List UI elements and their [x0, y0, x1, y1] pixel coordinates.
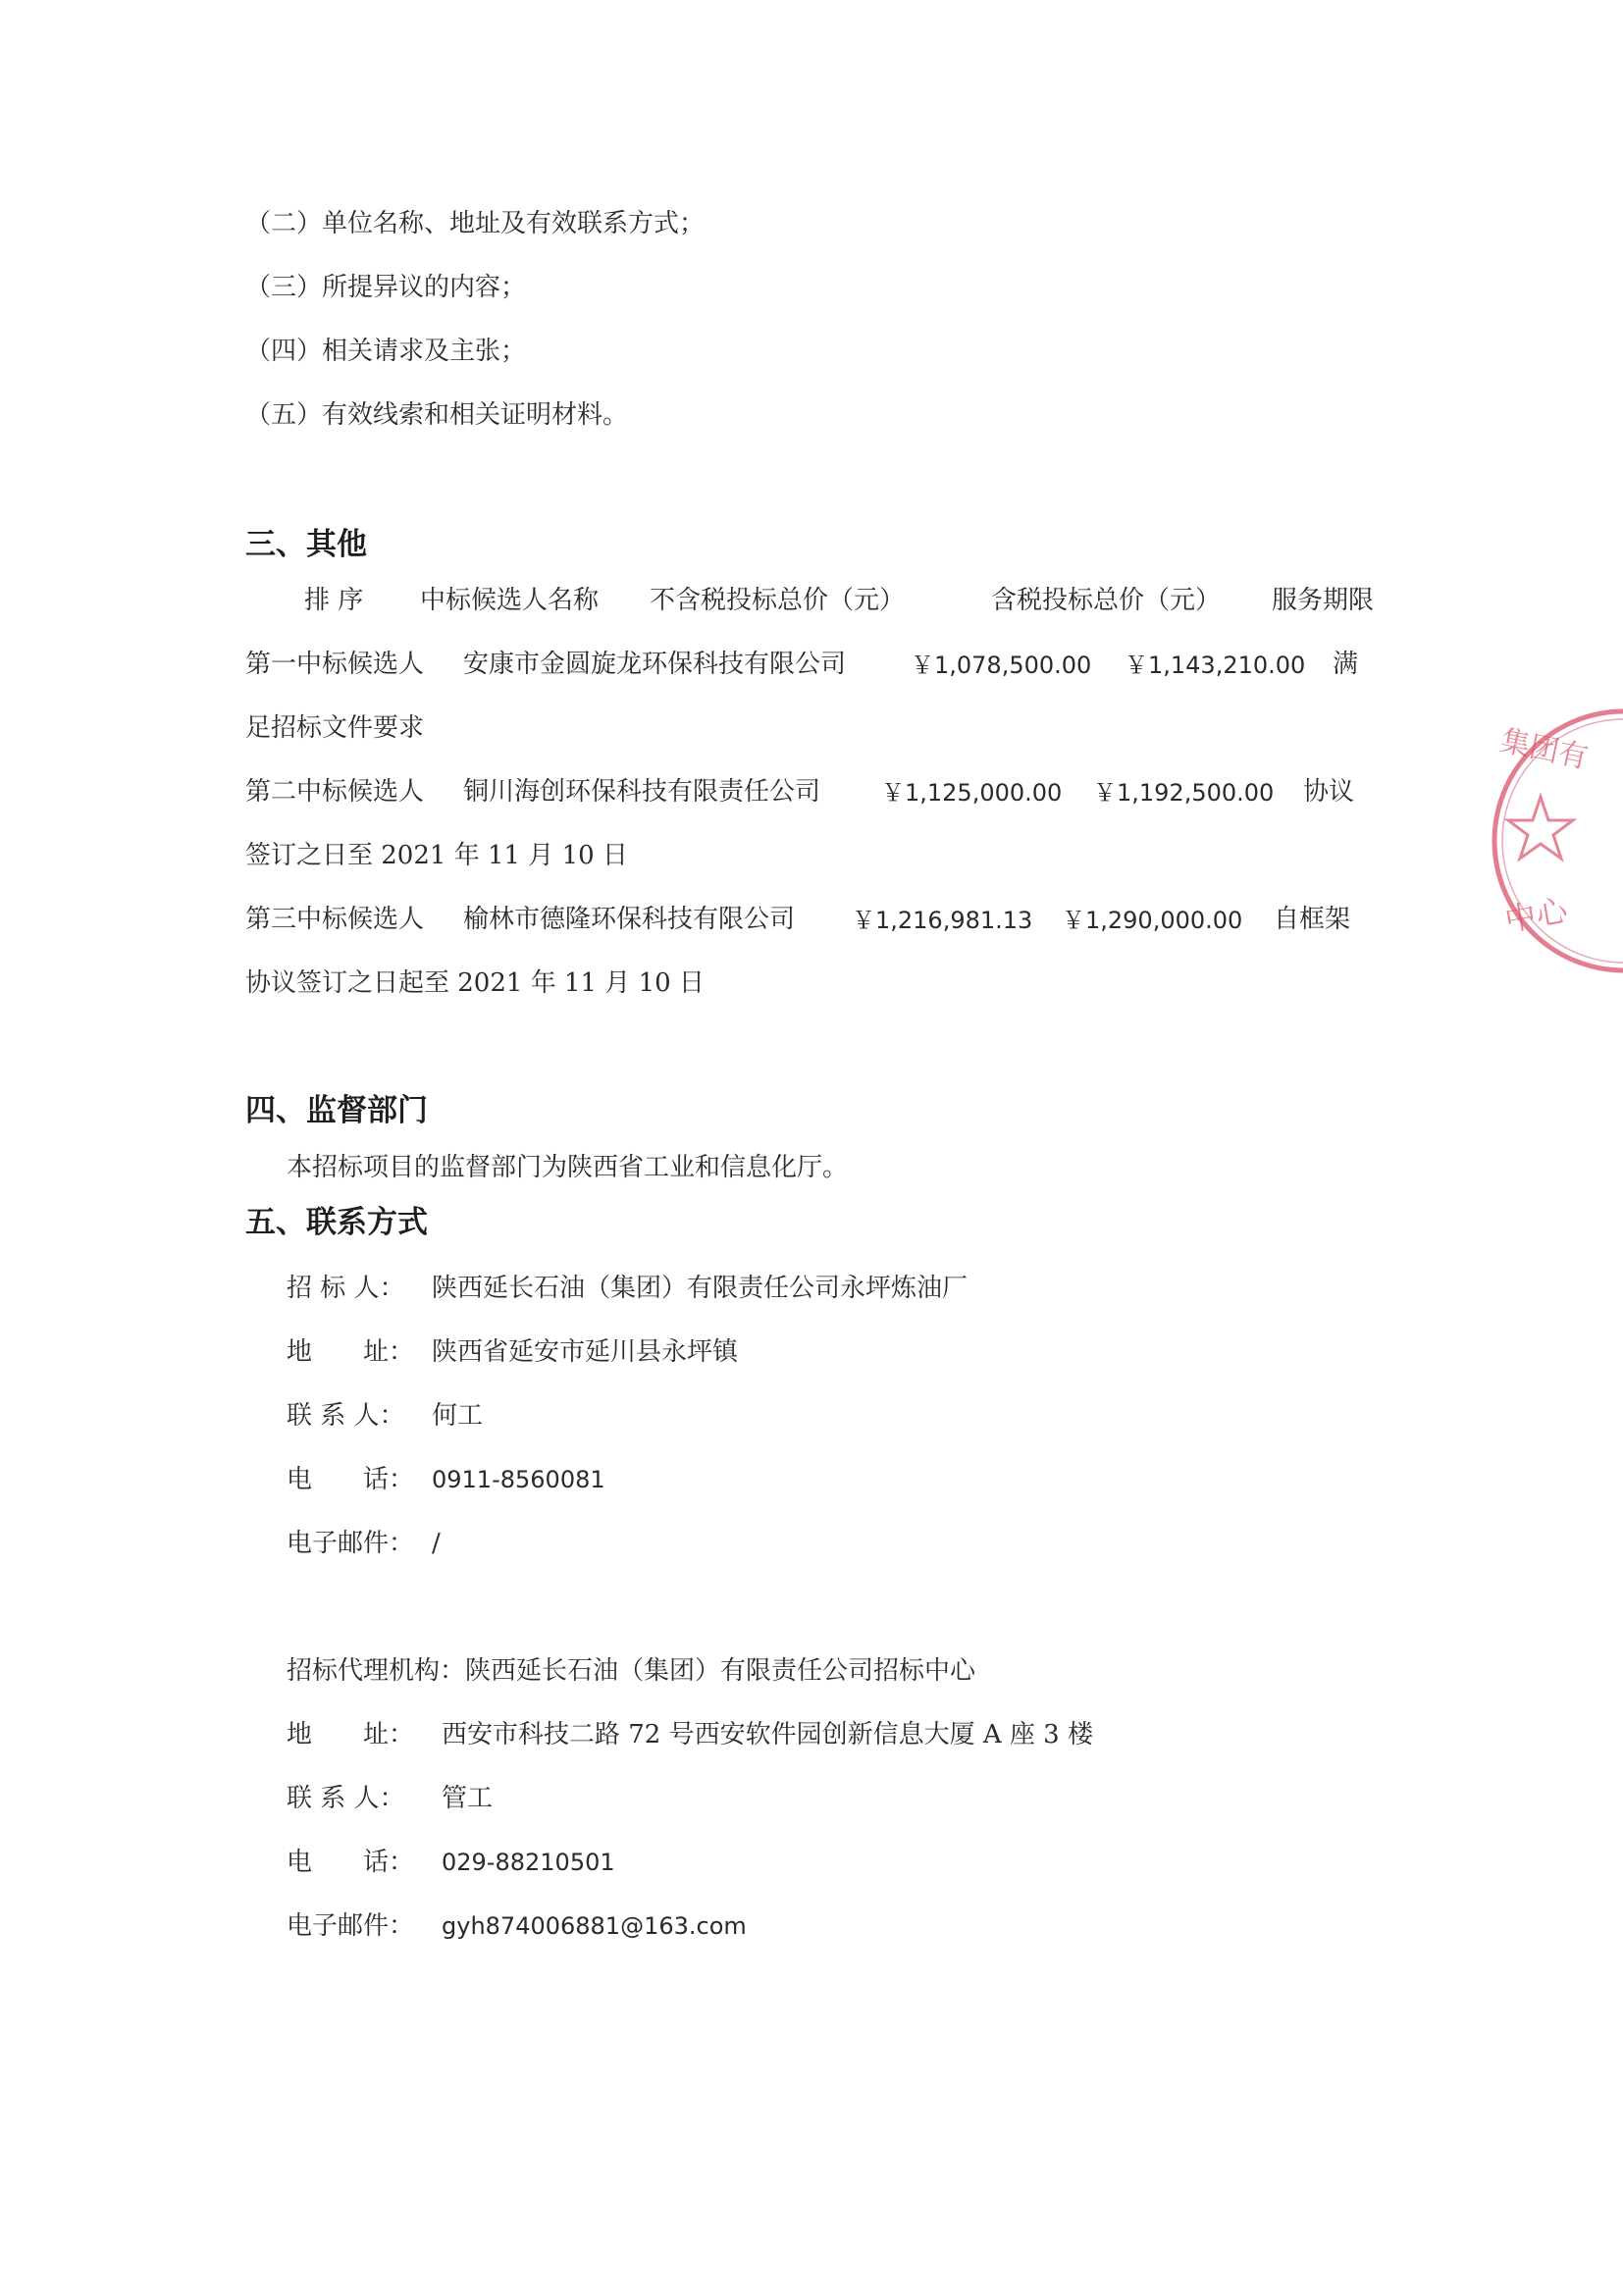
contact-row: 电子邮件： /: [287, 1529, 441, 1558]
contact-row: 电子邮件： gyh874006881@163.com: [287, 1911, 747, 1941]
contact-row: 招 标 人： 陕西延长石油（集团）有限责任公司永坪炼油厂: [287, 1274, 969, 1303]
contact-row: 联 系 人： 何工: [287, 1401, 484, 1431]
candidate-period-cont: 足招标文件要求: [245, 713, 425, 743]
candidate-price-ex: ￥1,125,000.00: [881, 779, 1063, 807]
tenderer-contact-person: 何工: [432, 1401, 484, 1431]
agency-contact-person: 管工: [442, 1784, 494, 1813]
contact-row: 联 系 人： 管工: [287, 1784, 494, 1813]
candidate-rank: 第一中标候选人: [245, 650, 425, 679]
tenderer-email: /: [432, 1529, 441, 1558]
candidate-price-inc: ￥1,290,000.00: [1062, 907, 1243, 934]
seal-text-top: 集团有: [1496, 723, 1592, 776]
candidate-period: 满: [1333, 650, 1359, 679]
agency-email: gyh874006881@163.com: [442, 1912, 747, 1940]
candidate-period: 自框架: [1274, 905, 1351, 934]
section-supervision-title: 四、监督部门: [245, 1093, 428, 1128]
candidate-rank: 第三中标候选人: [245, 905, 425, 934]
header-rank: 排 序: [304, 586, 364, 615]
header-price-ex: 不含税投标总价（元）: [650, 586, 906, 615]
header-price-inc: 含税投标总价（元）: [991, 586, 1222, 615]
requirement-5: （五）有效线索和相关证明材料。: [245, 400, 629, 430]
requirement-2: （二）单位名称、地址及有效联系方式；: [245, 209, 706, 238]
official-seal-stamp: [1487, 699, 1623, 983]
agency-address: 西安市科技二路 72 号西安软件园创新信息大厦 A 座 3 楼: [442, 1720, 1093, 1749]
tenderer-name: 陕西延长石油（集团）有限责任公司永坪炼油厂: [432, 1274, 969, 1303]
contact-row: 地 址： 陕西省延安市延川县永坪镇: [287, 1337, 739, 1367]
tenderer-phone: 0911-8560081: [432, 1466, 605, 1493]
header-period: 服务期限: [1272, 586, 1375, 615]
seal-star-icon: [1508, 797, 1573, 859]
contact-row: 地 址： 西安市科技二路 72 号西安软件园创新信息大厦 A 座 3 楼: [287, 1720, 1093, 1749]
agency-phone: 029-88210501: [442, 1849, 615, 1876]
contact-row: 电 话： 0911-8560081: [287, 1465, 605, 1494]
candidate-price-ex: ￥1,078,500.00: [911, 652, 1092, 679]
candidate-name: 榆林市德隆环保科技有限公司: [463, 905, 796, 934]
candidate-period: 协议: [1303, 777, 1355, 807]
candidate-period-cont: 协议签订之日起至 2021 年 11 月 10 日: [245, 968, 705, 998]
requirement-3: （三）所提异议的内容；: [245, 273, 527, 302]
section-other-title: 三、其他: [245, 527, 367, 562]
candidate-period-cont: 签订之日至 2021 年 11 月 10 日: [245, 841, 628, 870]
agency-name: 陕西延长石油（集团）有限责任公司招标中心: [465, 1656, 976, 1686]
section-contact-title: 五、联系方式: [245, 1205, 428, 1240]
supervision-text: 本招标项目的监督部门为陕西省工业和信息化厅。: [287, 1153, 849, 1182]
candidate-price-ex: ￥1,216,981.13: [852, 907, 1033, 934]
candidate-price-inc: ￥1,192,500.00: [1093, 779, 1275, 807]
contact-row: 招标代理机构：陕西延长石油（集团）有限责任公司招标中心: [287, 1656, 976, 1686]
candidate-name: 安康市金圆旋龙环保科技有限公司: [463, 650, 847, 679]
candidate-name: 铜川海创环保科技有限责任公司: [463, 777, 821, 807]
header-name: 中标候选人名称: [420, 586, 600, 615]
candidate-rank: 第二中标候选人: [245, 777, 425, 807]
seal-text-bottom: 中心: [1501, 891, 1571, 940]
tenderer-address: 陕西省延安市延川县永坪镇: [432, 1337, 739, 1367]
requirement-4: （四）相关请求及主张；: [245, 337, 527, 366]
candidate-price-inc: ￥1,143,210.00: [1125, 652, 1306, 679]
contact-row: 电 话： 029-88210501: [287, 1848, 615, 1877]
